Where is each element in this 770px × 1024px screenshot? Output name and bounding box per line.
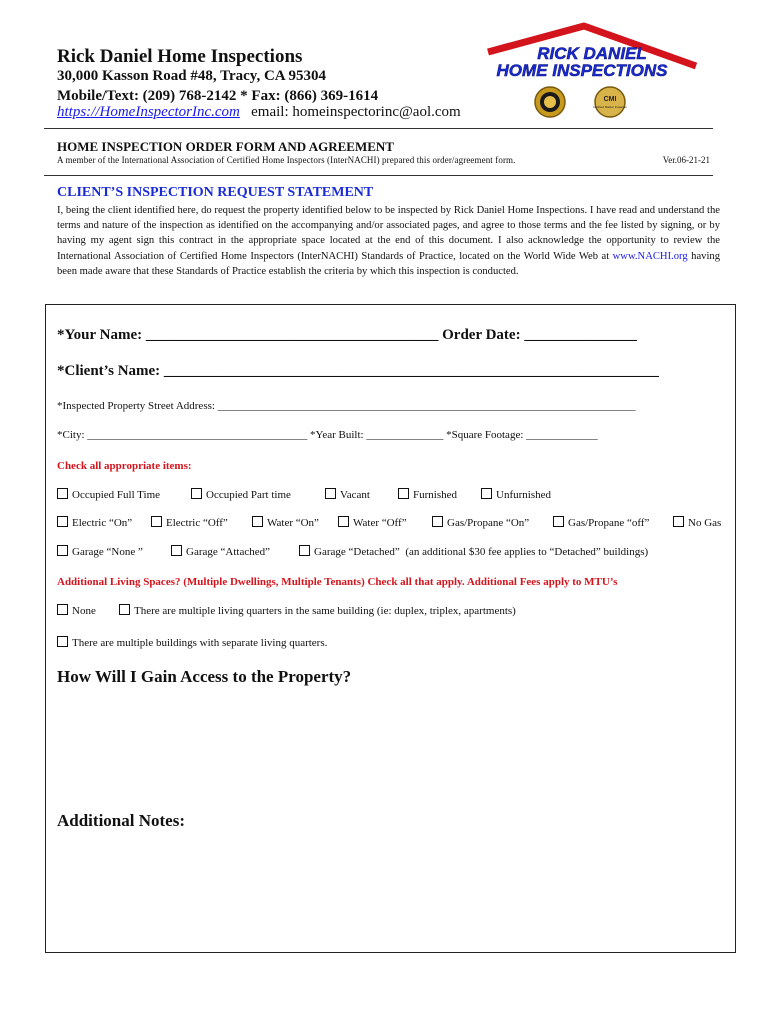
access-heading: How Will I Gain Access to the Property? bbox=[57, 667, 352, 686]
checkbox-garage-attached[interactable]: Garage “Attached” bbox=[171, 545, 270, 558]
street-address-field[interactable]: *Inspected Property Street Address: ____________________________________________________________________________ bbox=[57, 400, 636, 412]
checkbox-icon bbox=[398, 488, 409, 499]
cmi-badge-icon bbox=[593, 87, 627, 117]
checkbox-gas-off[interactable]: Gas/Propane “off” bbox=[553, 516, 649, 529]
checkbox-icon bbox=[325, 488, 336, 499]
member-note: A member of the International Association of Certified Home Inspectors (InterNACHI) prepared this order/agreement form. bbox=[57, 155, 516, 165]
checkbox-garage-none[interactable]: Garage “None ” bbox=[57, 545, 143, 558]
cmi-badge-text: CMI bbox=[603, 96, 617, 103]
checkbox-electric-off[interactable]: Electric “Off” bbox=[151, 516, 228, 529]
checkbox-icon bbox=[151, 516, 162, 527]
logo-line2: HOME INSPECTIONS bbox=[496, 61, 668, 80]
checkbox-icon bbox=[252, 516, 263, 527]
statement-title: CLIENT’S INSPECTION REQUEST STATEMENT bbox=[57, 185, 374, 200]
checkbox-icon bbox=[553, 516, 564, 527]
checkbox-icon bbox=[432, 516, 443, 527]
checkbox-vacant[interactable]: Vacant bbox=[325, 488, 370, 501]
checkbox-no-gas[interactable]: No Gas bbox=[673, 516, 721, 529]
checkbox-icon bbox=[299, 545, 310, 556]
checkbox-icon bbox=[481, 488, 492, 499]
your-name-field[interactable]: *Your Name: _______________________________________ Order Date: _______________ bbox=[57, 327, 637, 343]
checkbox-multiple-quarters[interactable]: There are multiple living quarters in the same building (ie: duplex, triplex, apartments) bbox=[119, 604, 516, 617]
checkbox-unfurnished[interactable]: Unfurnished bbox=[481, 488, 551, 501]
email-text: email: homeinspectorinc@aol.com bbox=[251, 104, 461, 120]
cmi-badge-subtext: Certified Master Inspector bbox=[592, 105, 628, 109]
checkbox-garage-detached[interactable]: Garage “Detached” (an additional $30 fee applies to “Detached” buildings) bbox=[299, 545, 648, 558]
company-name: Rick Daniel Home Inspections bbox=[57, 46, 303, 67]
company-phone: Mobile/Text: (209) 768-2142 * Fax: (866) 369-1614 bbox=[57, 88, 379, 104]
checkbox-none[interactable]: None bbox=[57, 604, 96, 617]
access-text-area[interactable] bbox=[57, 695, 727, 800]
detached-fee-note: (an additional $30 fee applies to “Detached” buildings) bbox=[405, 546, 649, 558]
city-year-sqft-field[interactable]: *City: ________________________________________ *Year Built: ______________ *Square Footage: _____________ bbox=[57, 429, 598, 441]
checkbox-icon bbox=[57, 604, 68, 615]
checkbox-icon bbox=[57, 488, 68, 499]
website-link[interactable]: https://HomeInspectorInc.com bbox=[57, 104, 240, 120]
check-items-heading: Check all appropriate items: bbox=[57, 460, 192, 472]
checkbox-icon bbox=[171, 545, 182, 556]
seal-badge-icon bbox=[535, 87, 565, 117]
header-divider bbox=[44, 128, 713, 129]
checkbox-occupied-part-time[interactable]: Occupied Part time bbox=[191, 488, 291, 501]
contact-line bbox=[57, 104, 461, 121]
checkbox-icon bbox=[119, 604, 130, 615]
checkbox-water-off[interactable]: Water “Off” bbox=[338, 516, 407, 529]
checkbox-separate-buildings[interactable]: There are multiple buildings with separate living quarters. bbox=[57, 636, 327, 649]
checkbox-water-on[interactable]: Water “On” bbox=[252, 516, 319, 529]
form-version: Ver.06-21-21 bbox=[662, 155, 710, 165]
form-title: HOME INSPECTION ORDER FORM AND AGREEMENT bbox=[57, 139, 394, 154]
checkbox-electric-on[interactable]: Electric “On” bbox=[57, 516, 132, 529]
client-name-field[interactable]: *Client’s Name: __________________________________________________________________ bbox=[57, 363, 659, 379]
checkbox-icon bbox=[191, 488, 202, 499]
checkbox-furnished[interactable]: Furnished bbox=[398, 488, 457, 501]
logo-line1: RICK DANIEL bbox=[537, 44, 647, 63]
checkbox-icon bbox=[57, 636, 68, 647]
checkbox-occupied-full-time[interactable]: Occupied Full Time bbox=[57, 488, 160, 501]
living-spaces-heading: Additional Living Spaces? (Multiple Dwellings, Multiple Tenants) Check all that apply. Additional Fees apply to MTU’s bbox=[57, 576, 618, 588]
title-divider bbox=[44, 175, 713, 176]
checkbox-icon bbox=[673, 516, 684, 527]
nachi-link[interactable]: www.NACHI.org bbox=[612, 250, 688, 262]
company-address: 30,000 Kasson Road #48, Tracy, CA 95304 bbox=[57, 68, 327, 84]
statement-text: I, being the client identified here, do request the property identified below to be inspected by Rick Daniel Home Inspections. I have read and understand the terms and nature of the inspection as identified on the accompanying and/or associated pages, and agree to those terms and the fee listed by signing, or by having my agent sign this contract in the appropriate space located at the end of this document. I also acknowledge the opportunity to review the International Association of Certified Home Inspectors (InterNACHI) Standards of Practice, located on the World Wide Web at www.NACHI.org having been made aware that these Standards of Practice establish the criteria by which this inspection is conducted. bbox=[57, 205, 720, 277]
notes-text-area[interactable] bbox=[57, 838, 727, 946]
company-logo bbox=[486, 22, 698, 124]
checkbox-icon bbox=[338, 516, 349, 527]
checkbox-gas-on[interactable]: Gas/Propane “On” bbox=[432, 516, 529, 529]
checkbox-icon bbox=[57, 516, 68, 527]
notes-heading: Additional Notes: bbox=[57, 811, 185, 830]
checkbox-icon bbox=[57, 545, 68, 556]
